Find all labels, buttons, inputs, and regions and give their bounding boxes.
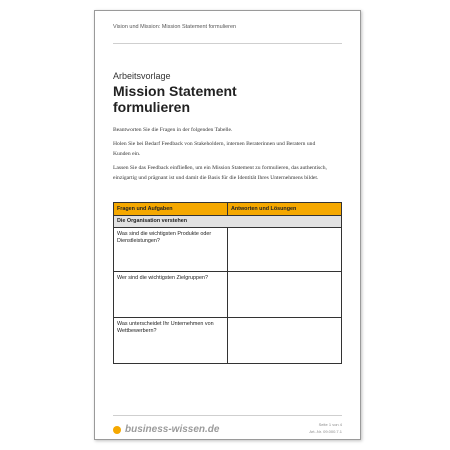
table-row	[114, 272, 342, 318]
running-header: Vision und Mission: Mission Statement formulieren	[113, 24, 237, 30]
question-table	[113, 202, 342, 364]
instruction-paragraph-2: Holen Sie bei Bedarf Feedback von Stakeholdern, internen Beraterinnen und Beratern und Kunden ein.	[113, 141, 316, 157]
table-row	[114, 318, 342, 364]
section-label: Die Organisation verstehen	[114, 216, 342, 228]
question-cell: Wer sind die wichtigsten Zielgruppen?	[114, 272, 228, 318]
logo-text: business-wissen.de	[125, 424, 220, 435]
header-divider	[113, 43, 342, 44]
table-header-row	[114, 203, 342, 216]
footer-divider	[113, 415, 342, 416]
document-page	[94, 10, 361, 440]
answer-cell[interactable]	[228, 228, 342, 272]
answer-cell[interactable]	[228, 318, 342, 364]
document-subtitle: Arbeitsvorlage	[113, 71, 171, 81]
brand-logo	[113, 424, 219, 435]
table-row	[114, 228, 342, 272]
footer-meta	[309, 422, 342, 435]
header-questions: Fragen und Aufgaben	[114, 203, 228, 216]
header-answers: Antworten und Lösungen	[228, 203, 342, 216]
article-number: Art.-Nr. 09.000.7.1	[309, 428, 342, 434]
title-line-2: formulieren	[113, 98, 191, 115]
page-number: Seite 1 von 4	[318, 422, 342, 427]
question-cell: Was unterscheidet Ihr Unternehmen von Wettbewerbern?	[114, 318, 228, 364]
table-section-row	[114, 216, 342, 228]
instruction-paragraph-3: Lassen Sie das Feedback einfließen, um ein Mission Statement zu formulieren, das authentisch, einzigartig und prägnant ist und damit die Basis für die Identität Ihres Unternehmens bildet.	[113, 165, 327, 181]
logo-dot-icon	[113, 426, 121, 434]
question-cell: Was sind die wichtigsten Produkte oder Dienstleistungen?	[114, 228, 228, 272]
title-line-1: Mission Statement	[113, 83, 237, 99]
answer-cell[interactable]	[228, 272, 342, 318]
instruction-paragraph-1: Beantworten Sie die Fragen in der folgenden Tabelle.	[113, 127, 233, 133]
document-title	[113, 84, 313, 115]
